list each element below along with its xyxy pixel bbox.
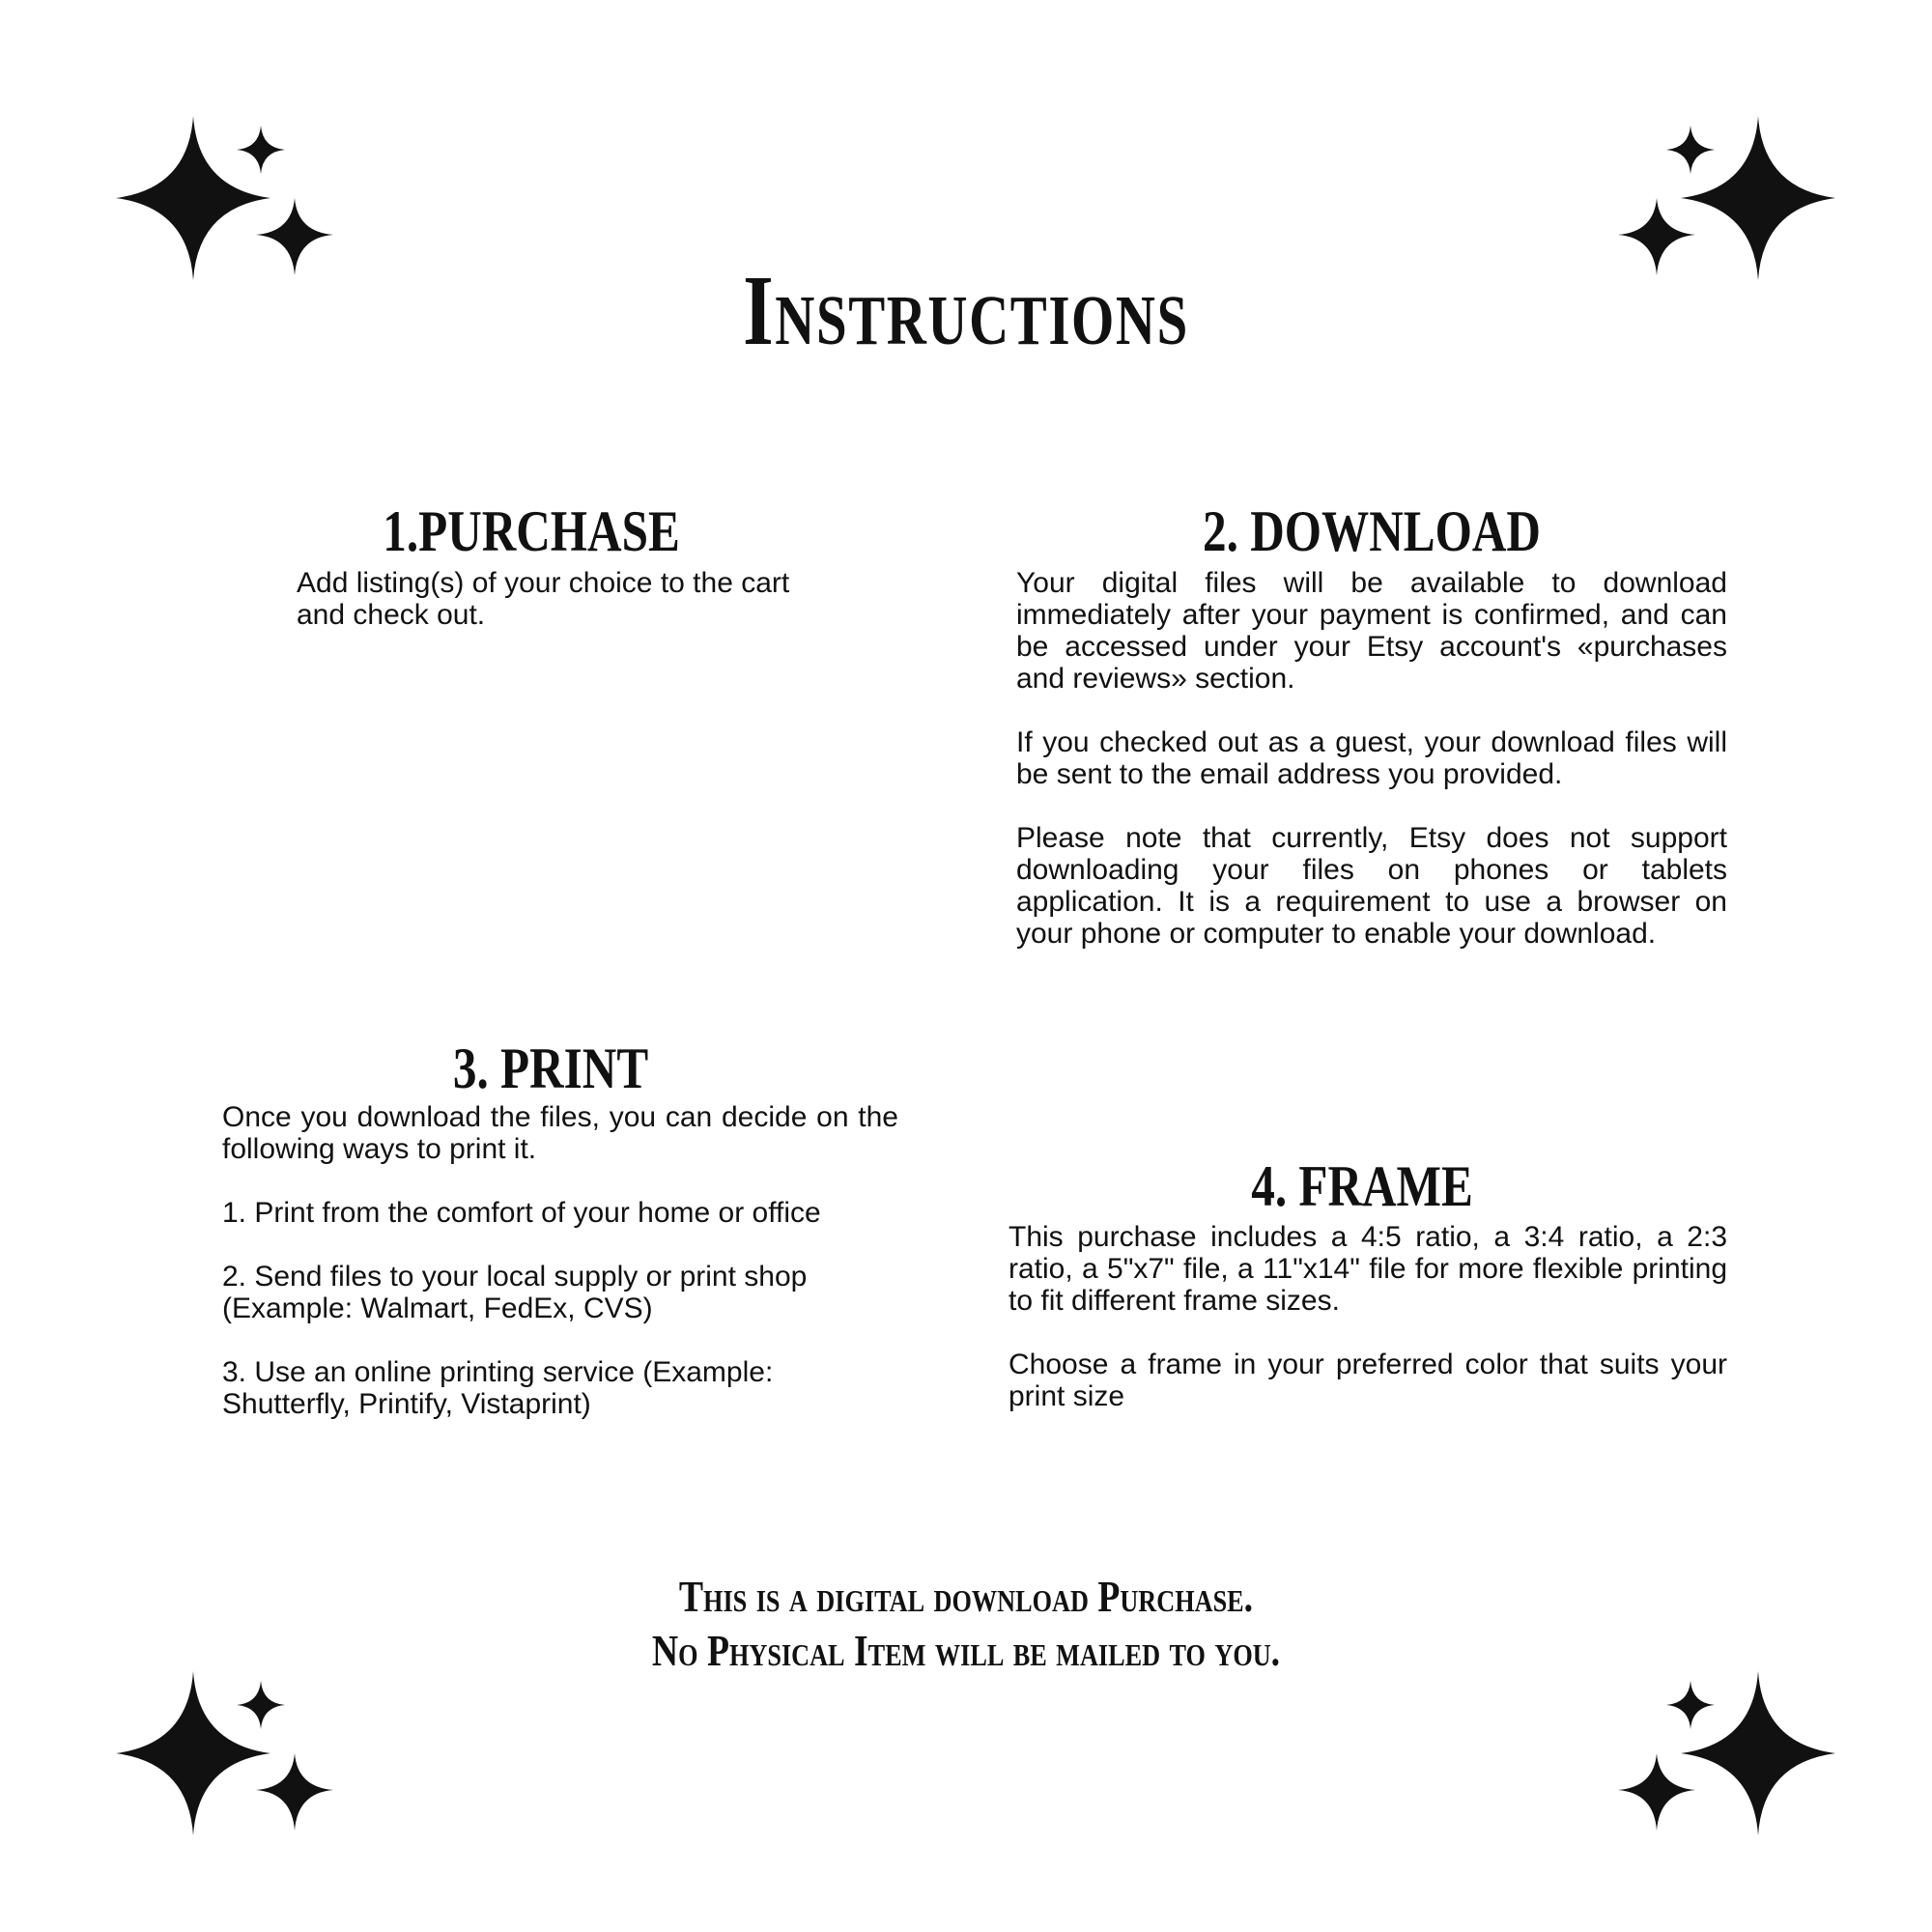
print-option: 2. Send files to your local supply or print shop (Example: Walmart, FedEx, CVS) [222, 1261, 808, 1324]
frame-heading: 4. FRAME [1251, 1154, 1473, 1218]
download-paragraph: Please note that currently, Etsy does not support downloading your files on phones or tablets application. It is a requirement to use a browser on your phone or computer to enable your download. [1016, 822, 1727, 950]
download-paragraph: If you checked out as a guest, your download files will be sent to the email address you provided. [1016, 726, 1727, 790]
print-option: 1. Print from the comfort of your home or office [222, 1197, 821, 1229]
notice-line: This is a digital download Purchase. [678, 1572, 1254, 1621]
frame-paragraph: This purchase includes a 4:5 ratio, a 3:4 ratio, a 2:3 ratio, a 5"x7" file, a 11"x14" file for more flexible printing to fit different frame sizes. [1009, 1221, 1727, 1317]
sparkle-stars-icon [1604, 1662, 1845, 1864]
notice-line: No Physical Item will be mailed to you. [651, 1626, 1281, 1675]
page-title: Instructions [743, 255, 1189, 366]
frame-body [1009, 1221, 1727, 1412]
download-paragraph: Your digital files will be available to download immediately after your payment is confirmed, and can be accessed under your Etsy account's «purchases and reviews» section. [1016, 567, 1727, 695]
purchase-paragraph: Add listing(s) of your choice to the cart and check out. [297, 567, 790, 631]
download-body [1016, 567, 1727, 950]
print-heading: 3. PRINT [452, 1037, 649, 1100]
purchase-body [297, 567, 799, 631]
frame-paragraph: Choose a frame in your preferred color that suits your print size [1009, 1349, 1727, 1412]
digital-download-notice [174, 1570, 1758, 1678]
sparkle-stars-icon [106, 1662, 348, 1864]
print-option: 3. Use an online printing service (Example: Shutterfly, Printify, Vistaprint) [222, 1356, 774, 1420]
download-heading: 2. DOWNLOAD [1203, 499, 1541, 563]
print-body [222, 1101, 898, 1420]
print-paragraph: Once you download the files, you can decide on the following ways to print it. [222, 1101, 898, 1165]
purchase-heading: 1.PURCHASE [383, 499, 680, 563]
